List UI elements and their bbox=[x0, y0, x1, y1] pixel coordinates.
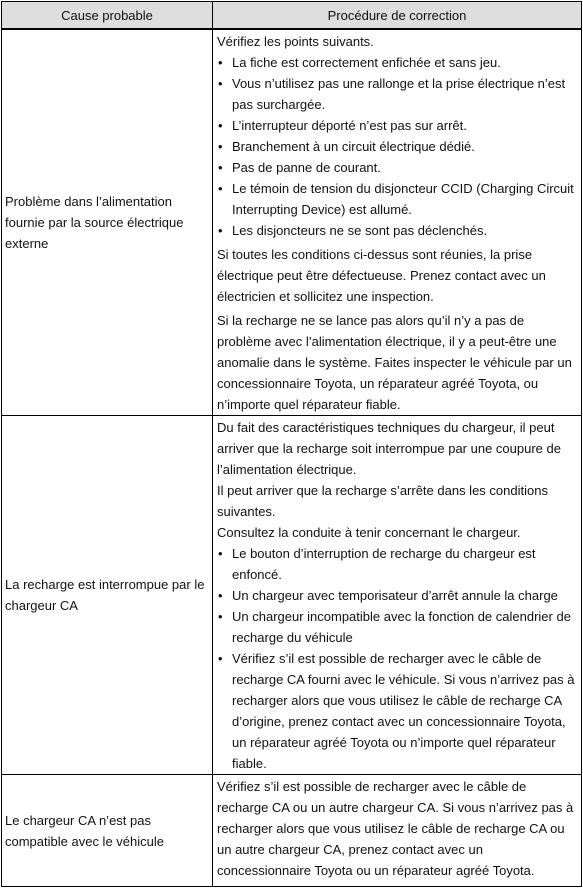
bullet-icon: • bbox=[218, 118, 223, 133]
table-header-row bbox=[2, 2, 582, 30]
bullet-icon: • bbox=[218, 139, 223, 154]
header-procedure: Procédure de correction bbox=[213, 2, 582, 30]
list-item: • Le bouton d’interruption de recharge du chargeur est enfoncé. bbox=[217, 543, 579, 585]
table-row bbox=[2, 29, 582, 416]
list-item: • Branchement à un circuit électrique dédié. bbox=[217, 136, 579, 157]
procedure-paragraph: Consultez la conduite à tenir concernant le chargeur. bbox=[217, 525, 521, 540]
checklist bbox=[217, 52, 579, 241]
header-cause: Cause probable bbox=[2, 2, 213, 30]
list-item: • La fiche est correctement enfichée et sans jeu. bbox=[217, 52, 579, 73]
procedure-intro: Vérifiez les points suivants. bbox=[217, 34, 374, 49]
bullet-icon: • bbox=[218, 55, 223, 70]
bullet-icon: • bbox=[218, 181, 223, 196]
list-item: • L’interrupteur déporté n’est pas sur arrêt. bbox=[217, 115, 579, 136]
bullet-icon: • bbox=[218, 588, 223, 603]
bullet-icon: • bbox=[218, 76, 223, 91]
bullet-icon: • bbox=[218, 223, 223, 238]
list-item: • Vérifiez s’il est possible de recharger avec le câble de recharge CA fourni avec le véhicule. Si vous n’arrivez pas à recharger alors que vous utilisez le câble de recharge CA d’origine, prenez contact avec un concessionnaire Toyota, un réparateur agréé Toyota ou n’importe quel réparateur fiable. bbox=[217, 648, 579, 774]
list-item: • Un chargeur incompatible avec la fonction de calendrier de recharge du véhicule bbox=[217, 606, 579, 648]
table-row bbox=[2, 775, 582, 887]
troubleshooting-table bbox=[1, 1, 582, 887]
cause-cell: Le chargeur CA n’est pas compatible avec le véhicule bbox=[2, 775, 213, 887]
checklist bbox=[217, 543, 579, 774]
list-item: • Le témoin de tension du disjoncteur CCID (Charging Circuit Interrupting Device) est allumé. bbox=[217, 178, 579, 220]
table-row bbox=[2, 416, 582, 775]
bullet-icon: • bbox=[218, 609, 223, 624]
list-item: • Un chargeur avec temporisateur d’arrêt annule la charge bbox=[217, 585, 579, 606]
procedure-paragraph: Vérifiez s’il est possible de recharger avec le câble de recharge CA ou un autre chargeur CA. Si vous n’arrivez pas à recharger alors que vous utilisez le câble de recharge CA ou un autre chargeur CA, prenez contact avec un concessionnaire Toyota ou un réparateur agréé Toyota. bbox=[217, 779, 574, 878]
bullet-icon: • bbox=[218, 546, 223, 561]
procedure-cell bbox=[213, 416, 582, 775]
cause-cell: Problème dans l’alimentation fournie par la source électrique externe bbox=[2, 29, 213, 416]
bullet-icon: • bbox=[218, 651, 223, 666]
list-item: • Vous n’utilisez pas une rallonge et la prise électrique n’est pas surchargée. bbox=[217, 73, 579, 115]
procedure-paragraph: Si toutes les conditions ci-dessus sont réunies, la prise électrique peut être défectueuse. Prenez contact avec un électricien et sollicitez une inspection. bbox=[217, 247, 546, 304]
procedure-paragraph: Si la recharge ne se lance pas alors qu’il n’y a pas de problème avec l’alimentation électrique, il y a peut-être une anomalie dans le système. Faites inspecter le véhicule par un concessionnaire Toyota, un réparateur agréé Toyota, ou n’importe quel réparateur fiable. bbox=[217, 313, 572, 412]
procedure-paragraph: Il peut arriver que la recharge s’arrête dans les conditions suivantes. bbox=[217, 483, 548, 519]
bullet-icon: • bbox=[218, 160, 223, 175]
list-item: • Pas de panne de courant. bbox=[217, 157, 579, 178]
cause-cell: La recharge est interrompue par le chargeur CA bbox=[2, 416, 213, 775]
procedure-cell bbox=[213, 29, 582, 416]
procedure-cell bbox=[213, 775, 582, 887]
procedure-paragraph: Du fait des caractéristiques techniques du chargeur, il peut arriver que la recharge soit interrompue par une coupure de l’alimentation électrique. bbox=[217, 420, 561, 477]
list-item: • Les disjoncteurs ne se sont pas déclenchés. bbox=[217, 220, 579, 241]
